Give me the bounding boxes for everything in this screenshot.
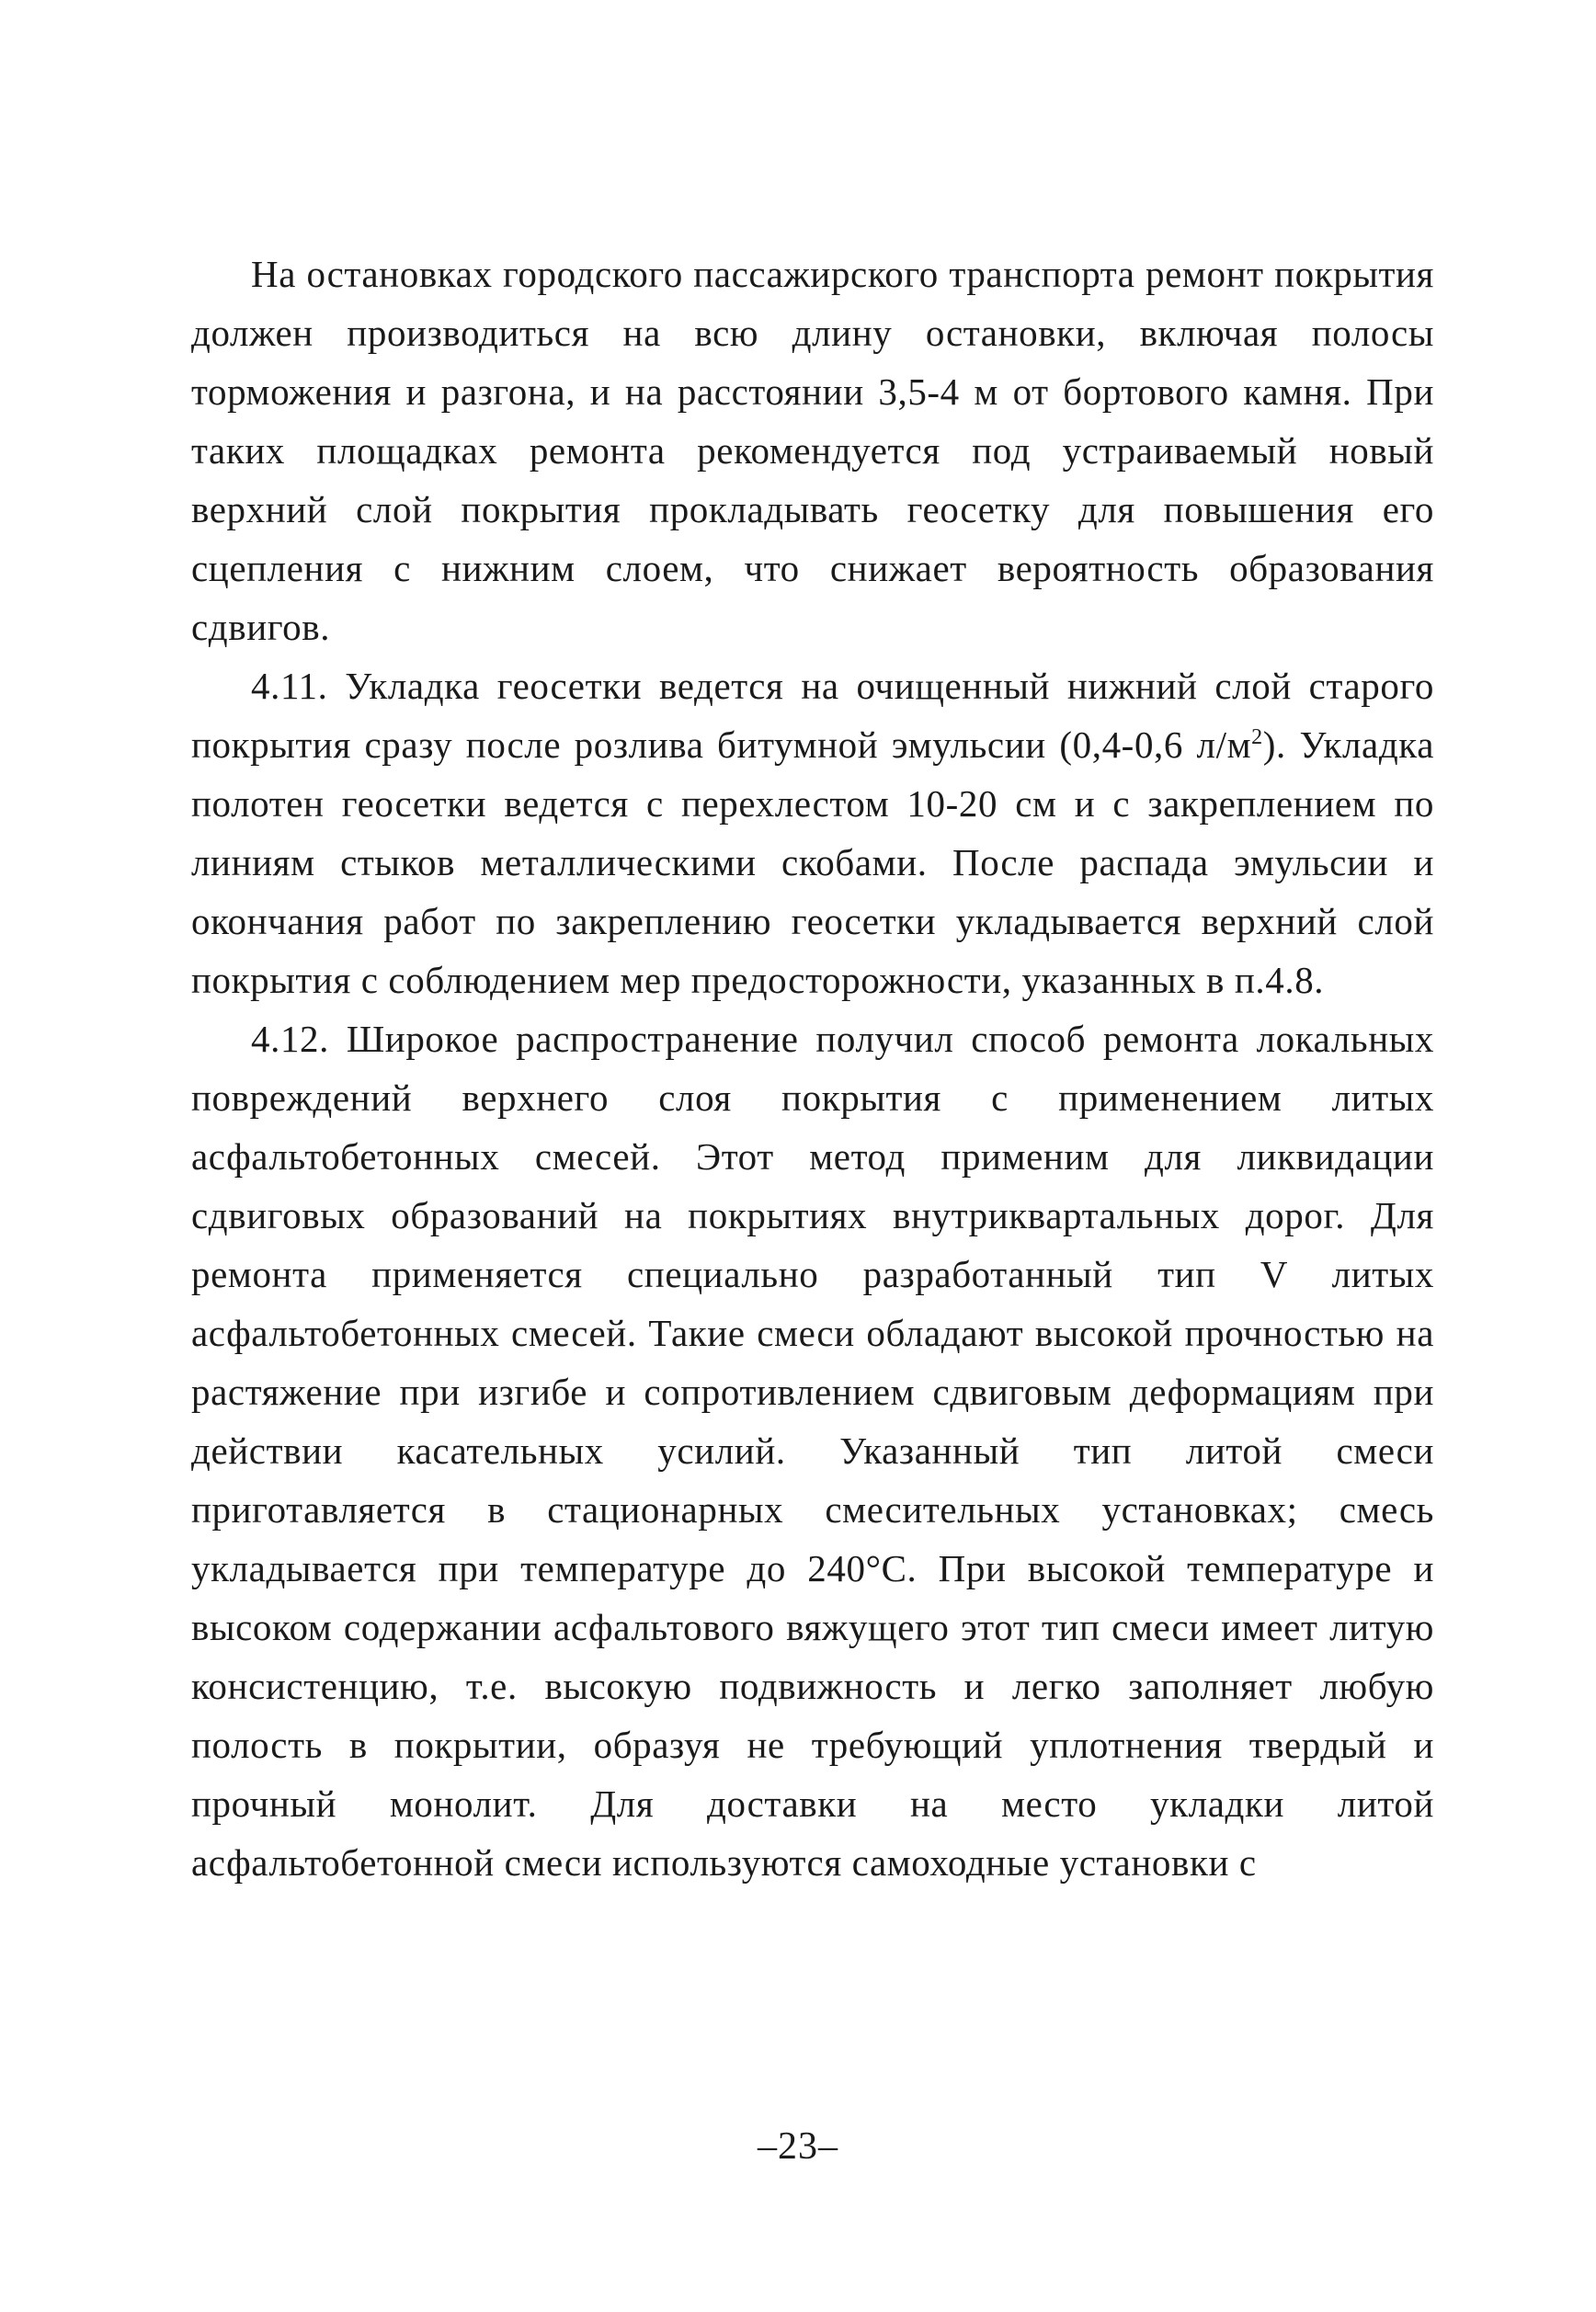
paragraph-bus-stops bbox=[191, 245, 1434, 656]
paragraph-text: 4.11. Укладка геосетки ведется на очищенный нижний слой старого покрытия сразу после розлива битумной эмульсии (0,4-0,6 л/м bbox=[191, 665, 1434, 766]
paragraph-text: На остановках городского пассажирского транспорта ремонт покрытия должен производиться на всю длину остановки, включая полосы торможения и разгона, и на расстоянии 3,5-4 м от бортового камня. При таких площадках ремонта рекомендуется под устраиваемый новый верхний слой покрытия прокладывать геосетку для повышения его сцепления с нижним слоем, что снижает вероятность образования сдвигов. bbox=[191, 253, 1434, 648]
body-text bbox=[191, 245, 1434, 1892]
superscript: 2 bbox=[1251, 725, 1263, 749]
paragraph-4-12 bbox=[191, 1009, 1434, 1892]
page-number: –23– bbox=[758, 2125, 838, 2168]
paragraph-text: ). Укладка полотен геосетки ведется с перехлестом 10-20 см и с закреплением по линиям стыков металлическими скобами. После распада эмульсии и окончания работ по закреплению геосетки укладывается верхний слой покрытия с соблюдением мер предосторожности, указанных в п.4.8. bbox=[191, 723, 1434, 1001]
paragraph-text: 4.12. Широкое распространение получил способ ремонта локальных повреждений верхнего слоя покрытия с применением литых асфальтобетонных смесей. Этот метод применим для ликвидации сдвиговых образований на покрытиях внутриквартальных дорог. Для ремонта применяется специально разработанный тип V литых асфальтобетонных смесей. Такие смеси обладают высокой прочностью на растяжение при изгибе и сопротивлением сдвиговым деформациям при действии касательных усилий. Указанный тип литой смеси приготавляется в стационарных смесительных установках; смесь укладывается при температуре до 240°С. При высокой температуре и высоком содержании асфальтового вяжущего этот тип смеси имеет литую консистенцию, т.е. высокую подвижность и легко заполняет любую полость в покрытии, образуя не требующий уплотнения твердый и прочный монолит. Для доставки на место укладки литой асфальтобетонной смеси используются самоходные установки с bbox=[191, 1018, 1434, 1884]
paragraph-4-11 bbox=[191, 656, 1434, 1009]
